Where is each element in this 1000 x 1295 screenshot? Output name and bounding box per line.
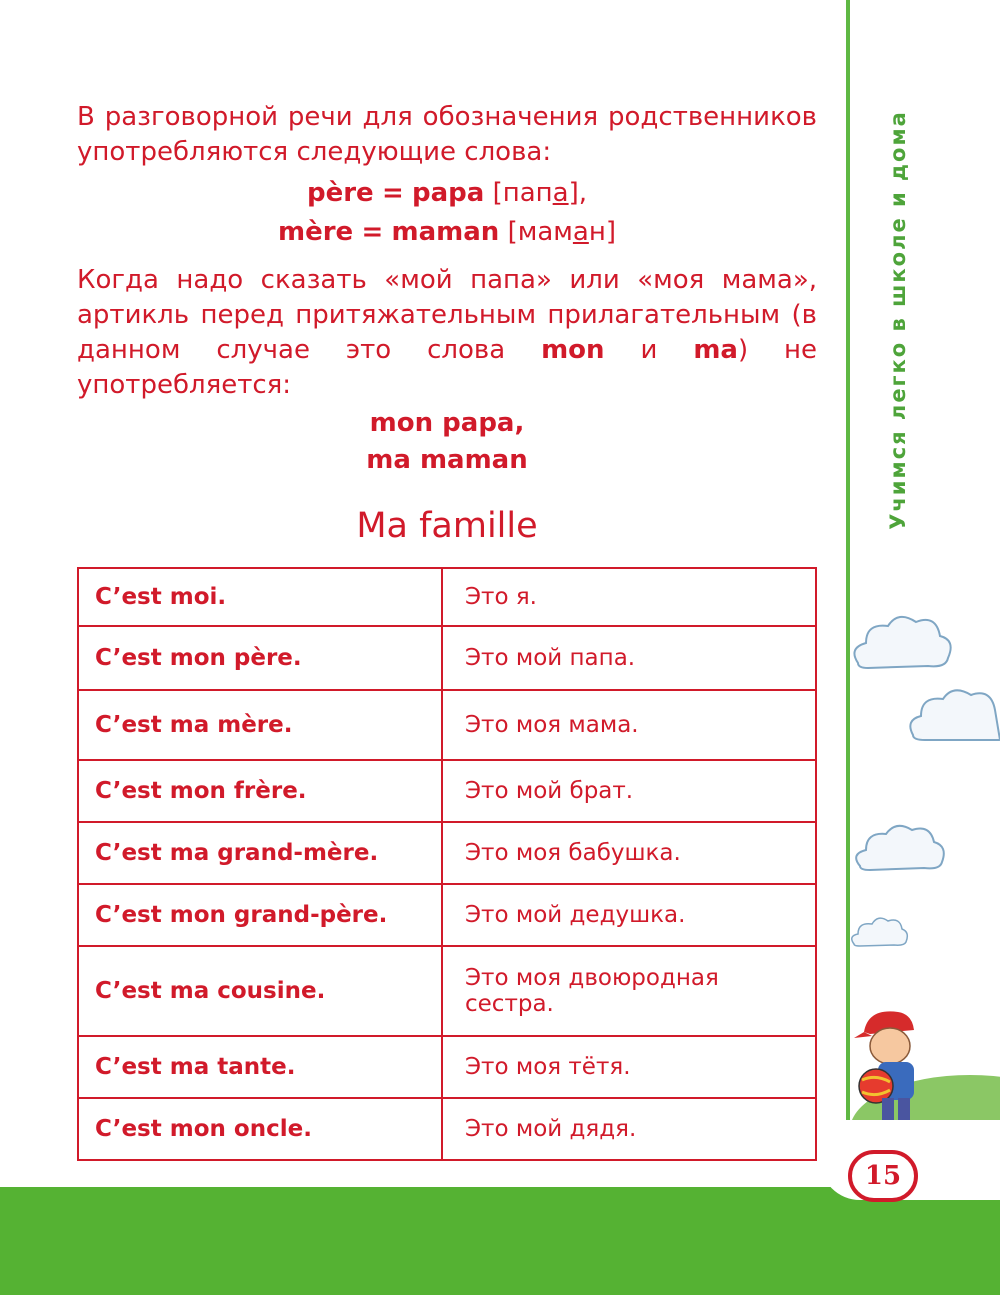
intro-paragraph: В разговорной речи для обозначения родственников употребляются следующие слова: xyxy=(77,102,817,167)
family-table xyxy=(77,567,817,1161)
example-pere xyxy=(77,175,817,211)
sidebar-divider xyxy=(846,0,850,1140)
table-row xyxy=(78,690,816,760)
example-mere-maman: maman xyxy=(391,217,500,247)
footer-band xyxy=(0,1187,1000,1295)
example-pere-word: père xyxy=(306,178,374,208)
french-cell: C’est mon frère. xyxy=(78,760,442,822)
table-row xyxy=(78,760,816,822)
table-row xyxy=(78,946,816,1036)
example-pere-papa: papa xyxy=(412,178,485,208)
table-row xyxy=(78,822,816,884)
cloud-icon xyxy=(850,818,950,878)
table-row xyxy=(78,884,816,946)
example-mere-transcription: [маман] xyxy=(507,217,616,247)
russian-cell: Это я. xyxy=(442,568,816,626)
russian-cell: Это моя тётя. xyxy=(442,1036,816,1098)
french-cell: C’est mon oncle. xyxy=(78,1098,442,1160)
table-row xyxy=(78,1098,816,1160)
table-row xyxy=(78,626,816,690)
rule-paragraph: Когда надо сказать «мой папа» или «моя мама», артикль перед притяжательным прилагательным (в данном случае это слова mon и ma) не употребляется: xyxy=(77,265,818,400)
sidebar-title xyxy=(868,0,928,540)
french-cell: C’est moi. xyxy=(78,568,442,626)
russian-cell: Это мой брат. xyxy=(442,760,816,822)
cloud-icon xyxy=(848,912,910,952)
page-number: 15 xyxy=(848,1150,918,1202)
russian-cell: Это моя двоюродная сестра. xyxy=(442,946,816,1036)
french-cell: C’est ma tante. xyxy=(78,1036,442,1098)
french-cell: C’est ma mère. xyxy=(78,690,442,760)
example-mon-papa: mon papa, xyxy=(369,408,525,438)
example-mere xyxy=(77,214,817,250)
russian-cell: Это мой папа. xyxy=(442,626,816,690)
cloud-icon xyxy=(848,608,958,678)
russian-cell: Это моя мама. xyxy=(442,690,816,760)
cloud-icon xyxy=(905,680,1000,750)
example-mere-eq: = xyxy=(361,217,384,247)
example-mere-word: mère xyxy=(278,217,354,247)
french-cell: C’est mon père. xyxy=(78,626,442,690)
example-pere-transcription: [папа], xyxy=(492,178,588,208)
table-row xyxy=(78,568,816,626)
sidebar-title-text: Учимся легко в школе и дома xyxy=(886,110,910,530)
example-pere-eq: = xyxy=(381,178,404,208)
example-ma-maman: ma maman xyxy=(366,445,528,475)
table-row xyxy=(78,1036,816,1098)
russian-cell: Это мой дядя. xyxy=(442,1098,816,1160)
russian-cell: Это моя бабушка. xyxy=(442,822,816,884)
french-cell: C’est ma cousine. xyxy=(78,946,442,1036)
section-heading: Ma famille xyxy=(356,506,538,546)
french-cell: C’est mon grand-père. xyxy=(78,884,442,946)
french-cell: C’est ma grand-mère. xyxy=(78,822,442,884)
russian-cell: Это мой дедушка. xyxy=(442,884,816,946)
